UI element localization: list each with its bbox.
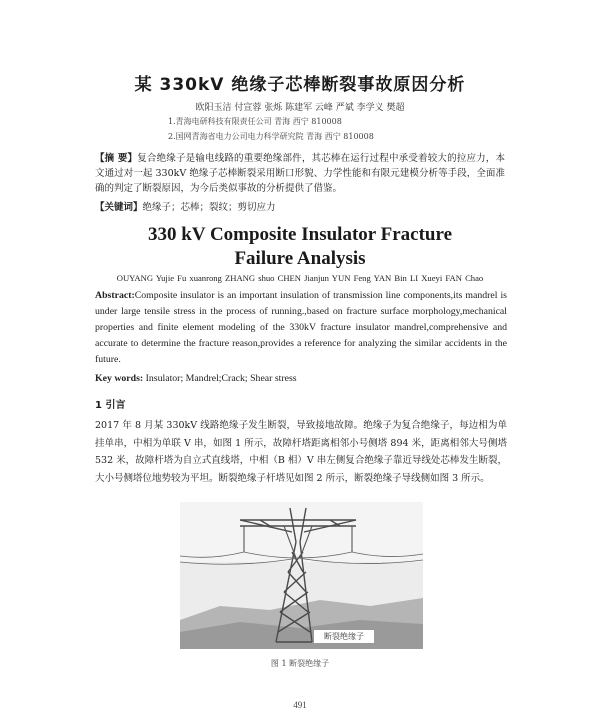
figure-caption: 图 1 断裂绝缘子	[270, 659, 330, 668]
keywords-cn-label: 【关键词】	[95, 202, 143, 213]
keywords-en-text: Insulator; Mandrel;Crack; Shear stress	[143, 373, 297, 384]
title-en-line1: 330 kV Composite Insulator Fracture	[148, 224, 452, 245]
abstract-en-label: Abstract:	[95, 290, 135, 301]
keywords-cn-text: 绝缘子；芯棒；裂纹；剪切应力	[142, 202, 276, 213]
section-heading: 1 引言	[95, 400, 126, 411]
transmission-tower-icon	[180, 502, 423, 649]
keywords-en-label: Key words:	[95, 373, 144, 384]
abstract-cn-label: 【摘 要】	[95, 153, 138, 164]
keywords-cn	[95, 199, 505, 213]
figure-tower-photo	[180, 502, 423, 649]
abstract-cn	[95, 151, 505, 196]
page-number: 491	[293, 700, 307, 710]
title-cn: 某 330kV 绝缘子芯棒断裂事故原因分析	[134, 75, 466, 95]
abstract-en-text: Composite insulator is an important insulation of transmission line components,its mandrel is under large tensile stress in the process of running.,based on fracture surface morphology,mechanical properties and finite element modeling of the 330kV fracture insulator mandrel,comprehensive and accurate to determine the fracture reason,provides a reference for analyzing the similar accidents in the future.	[95, 290, 507, 365]
title-en-line2: Failure Analysis	[234, 248, 366, 269]
authors-cn: 欧阳玉洁 付宣蓉 张烁 陈建军 云峰 严斌 李学义 樊超	[195, 103, 405, 113]
affiliation-2: 2.国网青海省电力公司电力科学研究院 青海 西宁 810008	[168, 132, 374, 141]
affiliation-1: 1.青海电研科技有限责任公司 青海 西宁 810008	[168, 117, 342, 126]
intro-paragraph: 2017 年 8 月某 330kV 线路绝缘子发生断裂，导致接地故障。绝缘子为复合绝缘子，每边相为单挂单串，中相为单联 V 串，如图 1 所示，故障杆塔距离相邻小号侧塔 894 米，距离相邻大号侧塔 532 米，故障杆塔为自立式直线塔，中相（B 相）V 串左侧复合绝缘子靠近导线处芯棒发生断裂，大小号侧塔位地势较为平坦。断裂绝缘子杆塔见如图 2 所示，断裂绝缘子导线侧如图 3 所示。	[95, 420, 507, 484]
figure-callout-label: 断裂绝缘子	[313, 629, 375, 644]
abstract-en	[95, 288, 507, 368]
authors-en: OUYANG Yujie Fu xuanrong ZHANG shuo CHEN Jianjun YUN Feng YAN Bin LI Xueyi FAN Chao	[116, 273, 484, 283]
abstract-cn-text: 复合绝缘子是输电线路的重要绝缘部件，其芯棒在运行过程中承受着较大的拉应力，本文通过对一起 330kV 绝缘子芯棒断裂采用断口形貌、力学性能和有限元建模分析等手段，全面准确的判定了断裂原因，为今后类似事故的分析提供了借鉴。	[95, 153, 505, 194]
keywords-en	[95, 373, 507, 384]
